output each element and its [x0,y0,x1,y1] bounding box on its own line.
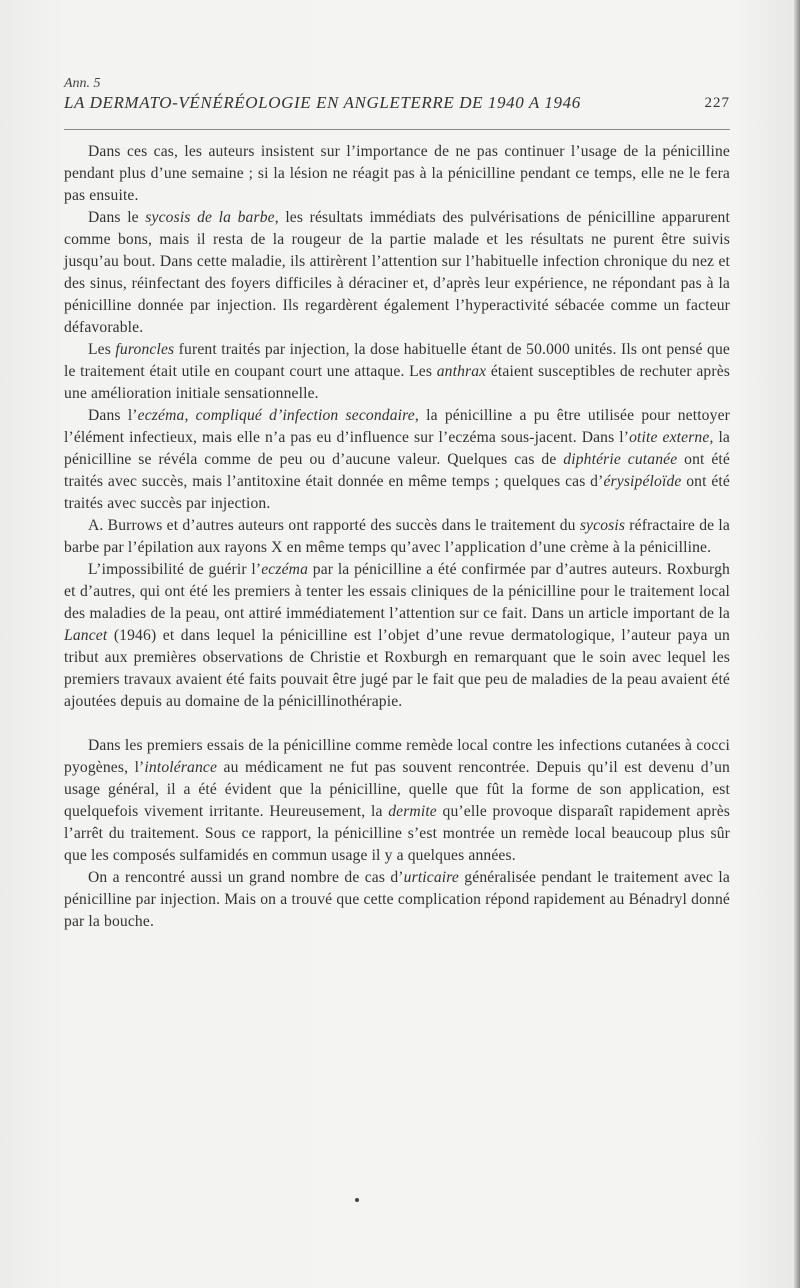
text-run: L’impossibilité de guérir l’ [88,561,262,578]
page-edge-shadow [794,0,800,1288]
italic-term: Lancet [64,627,108,644]
paragraph-p3 [64,339,730,405]
paragraph-p4 [64,405,730,515]
text-run: , la pénicilline se révéla comme de peu ou d’aucune valeur. Quelques cas de [64,429,730,468]
header-rule [64,129,730,130]
paragraph-p8 [64,867,730,933]
italic-term: urticaire [403,869,459,886]
italic-term: anthrax [436,363,487,380]
running-title: LA DERMATO-VÉNÉRÉOLOGIE EN ANGLETERRE DE 1940 A 1946 [64,93,581,112]
page-number: 227 [704,95,730,111]
article-body [64,141,730,933]
paragraph-p2 [64,207,730,339]
text-run: furent traités par injection, la dose habituelle étant de 50.000 unités. Ils ont pensé que le traitement était utile en coupant court une attaque. Les [64,341,731,380]
italic-term: furoncles [115,341,175,358]
text-run: Les [88,341,116,358]
text-run: au médicament ne fut pas souvent rencontrée. Depuis qu’il est devenu d’un usage général, il a été évident que la pénicilline, quelle que fût la forme de son application, est quelquefois vivement irritante. Heureusement, la [64,759,730,820]
italic-term: érysipéloïde [603,473,682,490]
italic-term: otite externe [629,429,710,446]
text-run: Dans l’ [88,407,138,424]
text-run: Dans le [88,209,146,226]
text-run: qu’elle provoque disparaît rapidement après l’arrêt du traitement. Sous ce rapport, la pénicilline s’est montrée un remède local beaucoup plus sûr que les composés sulfamidés en commun usage il y a quelques années. [64,803,730,864]
journal-abbreviation: Ann. 5 [64,76,101,91]
text-run: ont été traités avec succès par injection. [64,473,730,512]
text-run: Dans les premiers essais de la pénicilline comme remède local contre les infections cutanées à cocci pyogènes, l’ [64,737,730,776]
italic-term: dermite [388,803,437,820]
paragraph-p7 [64,735,730,867]
text-run: On a rencontré aussi un grand nombre de cas d’ [88,869,404,886]
italic-term: sycosis de la barbe [145,209,275,226]
italic-term: intolérance [144,759,218,776]
paragraph-p6 [64,559,730,713]
text-run: généralisée pendant le traitement avec la pénicilline par injection. Mais on a trouvé que cette complication répond rapidement au Bénadryl donné par la bouche. [64,869,730,930]
text-run: , la pénicilline a pu être utilisée pour nettoyer l’élément infectieux, mais elle n’a pas eu d’influence sur l’eczéma sous-jacent. Dans l’ [64,407,730,446]
italic-term: diphtérie cutanée [563,451,678,468]
italic-term: sycosis [579,517,626,534]
running-title-line [64,92,730,114]
italic-term: eczéma, compliqué d’infection secondaire [137,407,415,424]
paragraph-p1 [64,141,730,207]
italic-term: eczéma [261,561,309,578]
ink-speck [355,1198,359,1202]
text-run: étaient susceptibles de rechuter après une amélioration initiale sensationnelle. [64,363,731,402]
running-head [64,76,730,114]
text-run: A. Burrows et d’autres auteurs ont rapporté des succès dans le traitement du [88,517,580,534]
text-run: Dans ces cas, les auteurs insistent sur l’importance de ne pas continuer l’usage de la pénicilline pendant plus d’une semaine ; si la lésion ne réagit pas à la pénicilline pendant ce temps, elle ne le fera pas ensuite. [64,143,730,204]
text-run: , les résultats immédiats des pulvérisations de pénicilline apparurent comme bons, mais il resta de la rougeur de la partie malade et les résultats ne purent être suivis jusqu’au bout. Dans cette maladie, ils attirèrent l’attention sur l’habituelle infection chronique du nez et des sinus, réinfectant des foyers difficiles à déraciner et, d’après leur expérience, ne répondant pas à la pénicilline donnée par injection. Ils regardèrent également l’hyperactivité sébacée comme un facteur défavorable. [64,209,730,336]
paragraph-p5 [64,515,730,559]
text-run: ont été traités avec succès, mais l’antitoxine était donnée en même temps ; quelques cas d’ [64,451,730,490]
text-run: réfractaire de la barbe par l’épilation aux rayons X en même temps qu’avec l’application d’une crème à la pénicilline. [64,517,730,556]
text-run: par la pénicilline a été confirmée par d’autres auteurs. Roxburgh et d’autres, qui ont été les premiers à tenter les essais cliniques de la pénicilline pour le traitement local des maladies de la peau, ont attiré immédiatement l’attention sur ce fait. Dans un article important de la [64,561,730,622]
text-run: (1946) et dans lequel la pénicilline est l’objet d’une revue dermatologique, l’auteur paya un tribut aux premières observations de Christie et Roxburgh en remarquant que le soin avec lequel les premiers travaux avaient été faits pouvait être jugé par le fait que peu de maladies de la peau avaient été ajoutées depuis au domaine de la pénicillinothérapie. [64,627,730,710]
